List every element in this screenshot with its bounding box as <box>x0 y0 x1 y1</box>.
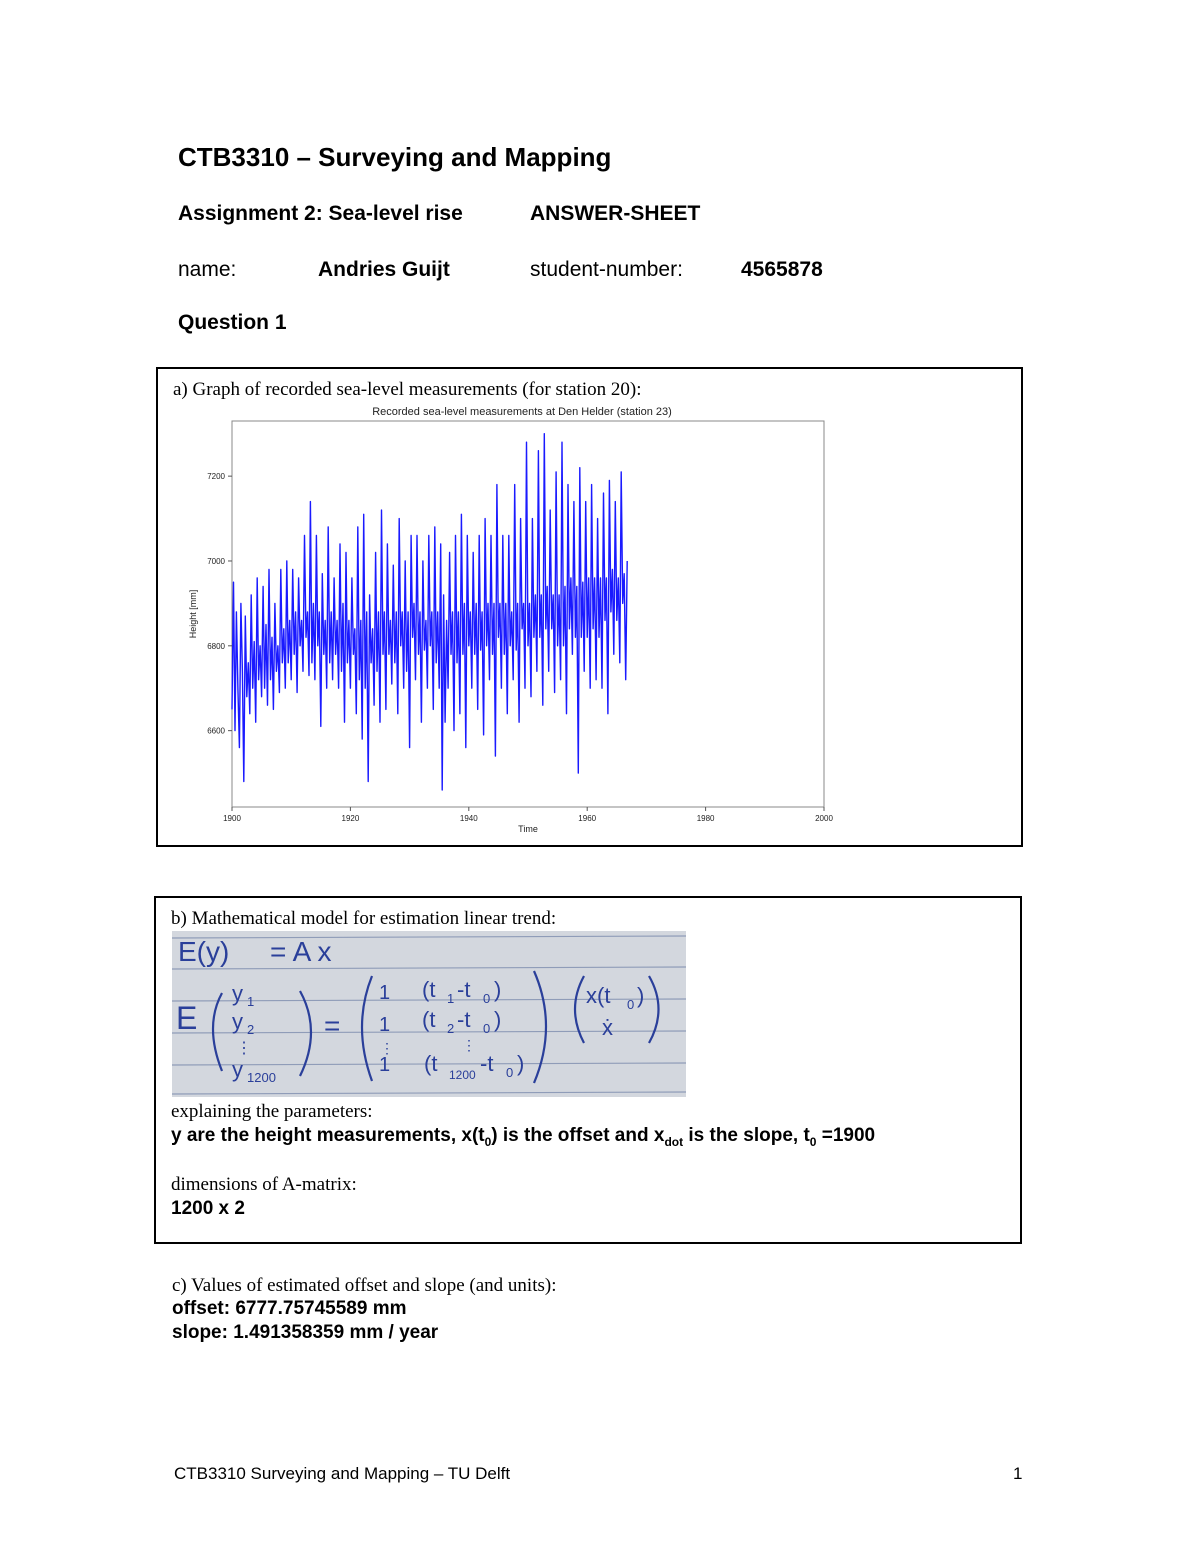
hw-dots-2: ⋮ <box>380 1040 394 1056</box>
hw-eq1-right: = A x <box>270 936 332 967</box>
hw-tn: (t <box>424 1051 438 1076</box>
x-tick-label: 1980 <box>696 814 715 823</box>
hw-one-2: 1 <box>379 1014 391 1036</box>
hw-x-t0: x(t <box>586 983 611 1008</box>
hw-t2-rest: -t <box>457 1007 471 1032</box>
hw-y2: y <box>232 1009 243 1034</box>
section-b-box <box>154 896 1022 1244</box>
hw-tn-close: ) <box>517 1051 525 1076</box>
hw-equals: = <box>324 1010 341 1041</box>
hw-one-1: 1 <box>379 982 391 1004</box>
slope-value: slope: 1.491358359 mm / year <box>172 1322 439 1343</box>
y-tick-label: 6600 <box>207 726 225 736</box>
name-label: name: <box>178 258 237 281</box>
student-number-label: student-number: <box>530 258 683 281</box>
hw-y1: y <box>232 981 243 1006</box>
x-tick-label: 2000 <box>815 814 833 823</box>
hw-one-3: 1 <box>379 1054 391 1076</box>
footer-text: CTB3310 Surveying and Mapping – TU Delft <box>174 1464 511 1483</box>
name-value: Andries Guijt <box>318 258 450 281</box>
hw-t2-t0-sub: 0 <box>483 1021 491 1036</box>
section-a-box <box>156 367 1023 847</box>
hw-t2-sub: 2 <box>447 1021 455 1036</box>
hw-eq1-left: E(y) <box>178 936 230 967</box>
x-tick-label: 1920 <box>341 814 360 823</box>
assignment-title: Assignment 2: Sea-level rise <box>178 202 463 225</box>
page-number: 1 <box>1013 1464 1023 1483</box>
hw-x-t0-sub: 0 <box>627 997 635 1012</box>
offset-value: offset: 6777.75745589 mm <box>172 1298 407 1319</box>
y-tick-label: 7200 <box>207 472 225 482</box>
hw-tn-sub: 1200 <box>449 1068 476 1082</box>
student-number-value: 4565878 <box>741 258 823 281</box>
hw-dots-1: ⋮ <box>236 1040 252 1057</box>
hw-y2-sub: 2 <box>247 1022 255 1037</box>
hw-y1-sub: 1 <box>247 994 255 1009</box>
hw-t2-close: ) <box>494 1007 502 1032</box>
x-axis-label: Time <box>518 824 538 834</box>
hw-E: E <box>176 1000 198 1036</box>
hw-yn: y <box>232 1057 243 1082</box>
hw-dots-3: ⋮ <box>462 1037 476 1053</box>
x-tick-label: 1900 <box>223 814 241 823</box>
x-tick-label: 1960 <box>578 814 597 823</box>
section-b-heading: b) Mathematical model for estimation linear trend: <box>171 908 557 929</box>
x-axis <box>223 807 833 823</box>
question-heading: Question 1 <box>178 311 287 334</box>
hw-x-dot: ẋ <box>602 1015 613 1040</box>
sea-level-chart <box>158 369 1021 845</box>
x-tick-label: 1940 <box>459 814 478 823</box>
y-axis <box>207 472 232 736</box>
parameters-explanation: y are the height measurements, $x(t_0)$ is the offset and $x_{dot}$ is the slope, $t_0 =1900$ <box>171 1125 876 1149</box>
dimensions-value: 1200 x 2 <box>171 1198 245 1219</box>
page-title: CTB3310 – Surveying and Mapping <box>178 142 612 172</box>
section-a-heading: a) Graph of recorded sea-level measurements (for station 20): <box>173 379 642 400</box>
dimensions-label: dimensions of A-matrix: <box>171 1174 357 1195</box>
answer-sheet-label: ANSWER-SHEET <box>530 202 701 225</box>
y-axis-label: Height [mm] <box>188 589 198 639</box>
hw-t1-rest: -t <box>457 977 471 1002</box>
y-tick-label: 6800 <box>207 641 225 651</box>
hw-tn-rest: -t <box>480 1051 494 1076</box>
hw-x-close: ) <box>637 983 645 1008</box>
hw-yn-sub: 1200 <box>247 1070 276 1085</box>
y-tick-label: 7000 <box>207 556 225 566</box>
hw-tn-t0-sub: 0 <box>506 1065 514 1080</box>
hw-t1: (t <box>422 977 436 1002</box>
hw-t1-sub: 1 <box>447 991 455 1006</box>
handwritten-model-image <box>172 931 686 1097</box>
section-c-heading: c) Values of estimated offset and slope (and units): <box>172 1275 557 1296</box>
hw-t1-close: ) <box>494 977 502 1002</box>
hw-t1-t0-sub: 0 <box>483 991 491 1006</box>
hw-t2: (t <box>422 1007 436 1032</box>
chart-title: Recorded sea-level measurements at Den Helder (station 23) <box>372 406 672 418</box>
explaining-label: explaining the parameters: <box>171 1101 373 1122</box>
